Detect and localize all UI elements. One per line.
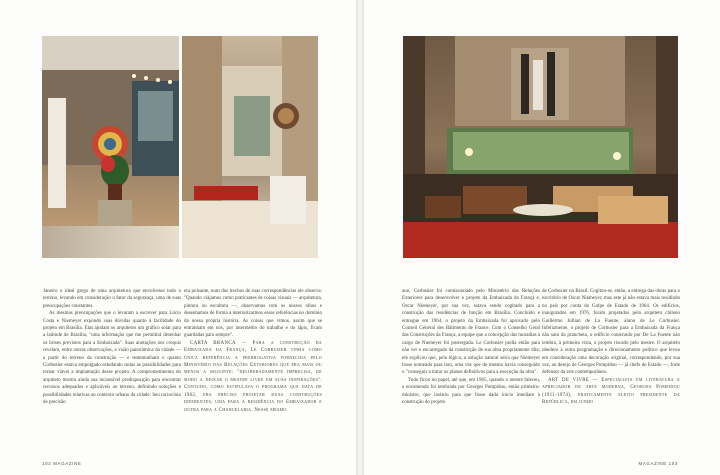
text-column-2 (184, 288, 322, 414)
paragraph: ART DE VIVRE — Especialista em literatura e apreciador de arte moderna, Georges Pompidou (1911-1974), praticamente eleito presidente da República, em junho (542, 377, 680, 406)
paragraph: Janeiro o ideal grego de uma arquitetura que envolvesse todo o terreno, levando em consideração o fator da segurança, uma de suas preocupações constantes. (43, 289, 181, 309)
left-page (0, 0, 356, 475)
text-column-4 (542, 288, 680, 407)
paragraph: de Corbusier no Brasil. Cogitou-se, então, a entrega das obras para o escritório de Oscar Niemeyer, mas este já não estava mais residindo no país por conta do Golpe de Estado de 1964. Os edifícios, inaugurados em 1976, foram projetados pelo arquiteto chileno Guillermo Jullian de La Fuente, aluno de Le Corbusier. Infelizmente, o projeto de Corbusier para a Embaixada da França não saiu da prancheta, o edifício construído por De La Fuente não lembra, à primeira vista, o projeto riscado pelo mestre. O arquiteto obedece à outra programação e direcionamento político que levou em consideração uma decoração original, correspondendo, por sua vez, ao desejo de Georges Pompidou — já chefe de Estado —, forte defensor da arte contemporânea. (542, 289, 680, 376)
paragraph: Tudo ficou no papel, até que, em 1965, quando o mestre faleceu, a encomenda foi lembrada por Georges Pompidou, então primeiro-ministro, que insistiu para que fosse dado início imediato à construção do projeto (402, 377, 540, 406)
left-page-folio: 102 MAGAZINE (42, 461, 82, 466)
paragraph: As mesmas preocupações que o levaram a escrever para Lúcio Costa e Niemeyer expondo suas dúvidas quanto à facilidade do projeto em Brasília. Elas ajudam os arquitetos um gráfico solar para a latitude de Brasília, "uma informação que me permitirá desenhar os brises previstos para a Embaixada". Suas anotações nos croquis revelam, entre outras observações, a visão panorâmica da cidade — a partir do terreno da construção — e testemunham o quanto Corbusier estava empolgado estudando todas as possibilidades para tornar viável a implantação desse projeto. A comprometimento do arquiteto mostra ainda sua incansável predisposição para encontrar recursos adequados e aplicáveis ao terreno, definindo soluções e possibilidades relativas ao contexto urbano da cidade. Seu raciocínio de precisão (43, 311, 181, 406)
right-page-folio: MAGAZINE 103 (638, 461, 678, 466)
photo-grand-living-room (403, 36, 678, 258)
paragraph: ano, Corbusier foi comissionado pelo Ministério das Relações Exteriores para desenvolver o projeto da Embaixada da França e, Oscar Niemeyer, por sua vez, estava sendo cogitado para a construção das residências de função em Brasília. Concluído e entregue em 1964, o projeto da Embaixada foi aprovado pelo Conseil Général des Bâtiments de France. Com o Conselho Geral das Construções da França, a equipe que a concepção das moradias à cargo de Niemeyer foi postergada. Le Corbusier podia então para não ver o encarregado da construção de sua obra propriamente dita; ele explicou que, pela lógica, a solução natural seria que Niemeyer fosse nomeado para isso, uma vez que de mesmo havia conseguido o "conseguir a tratar os planos definitivos para a execução da obra". (402, 289, 541, 376)
text-column-1 (43, 288, 181, 407)
text-column-3 (402, 288, 540, 407)
paragraph: era pulsante, num dos trechos de suas correspondências ele observa: "Quando viajamos como praticantes de coisas visuais — arquitetura, pintura ou escultura —, observamos com os nossos olhos e desenhamos de forma a interiorizarmos essas referências no domínio da nossa própria história. As coisas que vimos, assim que se entranham em nós, por intermédio do trabalho e do lápis, ficam guardadas para sempre". (184, 289, 322, 339)
paragraph: CARTA BRANCA — Para a construção da Embaixada da França, Le Corbusier tinha como única referência a prerrogativa fornecida pelo Ministério das Relações Exteriores que era mais ou menos a seguinte: "deliberadamente imprecisa, de modo a deixar o mestre livre em suas inspirações". Contudo, como estipulava o programa que data de 1962, era preciso projetar duas construções diferentes, uma para a residência do Embaixador e outra para a Chancelaria. Nesse mesmo (184, 340, 322, 413)
right-page (364, 0, 720, 475)
photo-hallway-red-rug (182, 36, 318, 258)
photo-living-room-tapestry (42, 36, 179, 258)
gutter (356, 0, 364, 475)
